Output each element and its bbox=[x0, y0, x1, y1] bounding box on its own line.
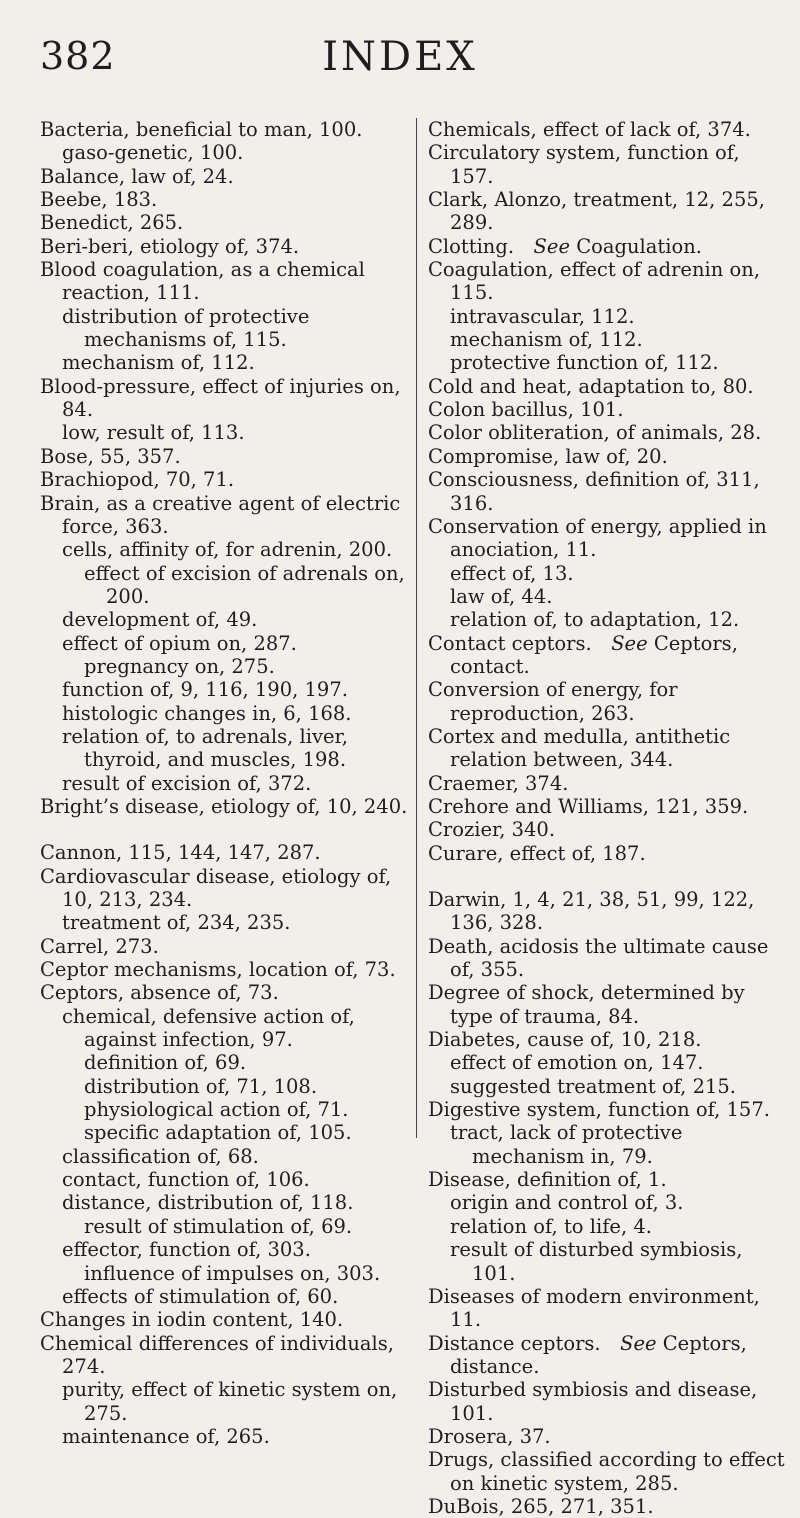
index-entry bbox=[40, 375, 410, 422]
index-entry bbox=[428, 351, 788, 374]
index-entry bbox=[40, 632, 410, 655]
index-entry-text: Cortex and medulla, antithetic relation between, 344. bbox=[428, 724, 731, 772]
index-entry-text: DuBois, 265, 271, 351. bbox=[428, 1494, 654, 1518]
index-entry-text: suggested treatment of, 215. bbox=[450, 1074, 736, 1098]
index-entry-text: histologic changes in, 6, 168. bbox=[62, 701, 352, 725]
index-entry-text: development of, 49. bbox=[62, 608, 258, 632]
index-entry-text: cells, affinity of, for adrenin, 200. bbox=[62, 538, 393, 562]
index-entry-text: Balance, law of, 24. bbox=[40, 164, 234, 188]
index-entry bbox=[40, 305, 410, 352]
index-entry bbox=[40, 165, 410, 188]
index-entry-text: Beebe, 183. bbox=[40, 188, 158, 212]
index-entry-text: Degree of shock, determined by type of trauma, 84. bbox=[428, 981, 745, 1028]
index-entry-text: Carrel, 273. bbox=[40, 934, 159, 958]
index-entry-text: law of, 44. bbox=[450, 584, 553, 608]
index-entry-text: distance, distribution of, 118. bbox=[62, 1191, 354, 1215]
index-entry-text: chemical, defensive action of, against infection, 97. bbox=[62, 1004, 355, 1052]
index-entry-text: treatment of, 234, 235. bbox=[62, 911, 291, 935]
index-entry-text: Consciousness, definition of, 311, 316. bbox=[428, 468, 760, 515]
index-entry bbox=[428, 725, 788, 772]
index-entry bbox=[428, 1121, 788, 1168]
index-entry bbox=[40, 865, 410, 912]
index-entry-text: Cold and heat, adaptation to, 80. bbox=[428, 374, 754, 398]
index-entry bbox=[40, 958, 410, 981]
index-entry bbox=[428, 888, 788, 935]
index-entry bbox=[428, 305, 788, 328]
index-entry bbox=[40, 655, 410, 678]
index-entry bbox=[40, 725, 410, 772]
index-entry bbox=[428, 818, 788, 841]
index-entry bbox=[40, 538, 410, 561]
index-entry-text: effect of, 13. bbox=[450, 561, 574, 585]
index-entry bbox=[428, 562, 788, 585]
index-entry bbox=[428, 981, 788, 1028]
index-entry-text: Color obliteration, of animals, 28. bbox=[428, 421, 762, 445]
index-entry bbox=[40, 795, 410, 818]
index-entry-text: effect of opium on, 287. bbox=[62, 631, 297, 655]
index-entry bbox=[428, 585, 788, 608]
index-entry-text: mechanism of, 112. bbox=[450, 328, 643, 352]
index-entry-text: Conversion of energy, for reproduction, 263. bbox=[428, 678, 678, 725]
index-entry-text: definition of, 69. bbox=[84, 1051, 247, 1075]
see-reference-target: Coagulation. bbox=[576, 234, 702, 258]
index-entry bbox=[40, 1168, 410, 1191]
index-entry bbox=[40, 1051, 410, 1074]
index-entry-text: Conservation of energy, applied in anociation, 11. bbox=[428, 514, 767, 562]
see-reference-label: See bbox=[611, 631, 648, 655]
index-entry bbox=[428, 1285, 788, 1332]
index-entry-text: intravascular, 112. bbox=[450, 304, 635, 328]
index-entry bbox=[40, 118, 410, 141]
index-entry bbox=[40, 188, 410, 211]
index-entry bbox=[40, 702, 410, 725]
index-entry bbox=[40, 468, 410, 491]
index-entry-text: physiological action of, 71. bbox=[84, 1098, 349, 1122]
index-entry-text: specific adaptation of, 105. bbox=[84, 1121, 352, 1145]
index-entry-text: Diseases of modern environment, 11. bbox=[428, 1284, 760, 1332]
index-entry bbox=[428, 375, 788, 398]
index-entry-text: Benedict, 265. bbox=[40, 211, 184, 235]
index-entry-text: Disease, definition of, 1. bbox=[428, 1168, 667, 1192]
index-entry bbox=[40, 1005, 410, 1052]
index-entry bbox=[428, 328, 788, 351]
index-entry-text: function of, 9, 116, 190, 197. bbox=[62, 678, 348, 702]
index-entry bbox=[428, 1168, 788, 1191]
index-entry-text: effect of emotion on, 147. bbox=[450, 1051, 704, 1075]
page-number: 382 bbox=[40, 34, 116, 78]
index-entry-text: result of stimulation of, 69. bbox=[84, 1214, 353, 1238]
index-entry-text: effector, function of, 303. bbox=[62, 1238, 311, 1262]
index-entry bbox=[40, 608, 410, 631]
index-entry bbox=[40, 1145, 410, 1168]
index-entry bbox=[40, 911, 410, 934]
index-column-right bbox=[428, 118, 788, 1518]
index-entry-text: Digestive system, function of, 157. bbox=[428, 1098, 770, 1122]
index-entry bbox=[428, 608, 788, 631]
index-entry-text: Chemicals, effect of lack of, 374. bbox=[428, 118, 751, 141]
index-entry-text: Clark, Alonzo, treatment, 12, 255, 289. bbox=[428, 188, 765, 235]
index-entry-text: relation of, to adrenals, liver, thyroid, and muscles, 198. bbox=[62, 724, 348, 772]
index-entry-text: Ceptor mechanisms, location of, 73. bbox=[40, 958, 396, 982]
index-entry bbox=[40, 935, 410, 958]
index-entry bbox=[428, 1238, 788, 1285]
index-entry-text: Circulatory system, function of, 157. bbox=[428, 141, 740, 188]
index-entry bbox=[428, 141, 788, 188]
index-entry-text: Bose, 55, 357. bbox=[40, 444, 181, 468]
index-entry-text: Diabetes, cause of, 10, 218. bbox=[428, 1028, 702, 1052]
index-entry bbox=[428, 1425, 788, 1448]
index-entry bbox=[40, 258, 410, 305]
index-entry bbox=[428, 1098, 788, 1121]
index-entry-text: Brain, as a creative agent of electric force, 363. bbox=[40, 491, 401, 538]
index-entry bbox=[40, 235, 410, 258]
index-entry bbox=[428, 235, 788, 258]
index-entry-text: Coagulation, effect of adrenin on, 115. bbox=[428, 258, 761, 305]
index-entry bbox=[428, 795, 788, 818]
index-entry bbox=[428, 1028, 788, 1051]
index-entry-text: Beri-beri, etiology of, 374. bbox=[40, 234, 300, 258]
index-entry-text: Blood coagulation, as a chemical reaction, 111. bbox=[40, 258, 365, 305]
index-entry bbox=[428, 468, 788, 515]
index-entry bbox=[40, 1262, 410, 1285]
index-entry bbox=[428, 678, 788, 725]
index-entry bbox=[40, 1075, 410, 1098]
index-entry bbox=[428, 1075, 788, 1098]
index-entry bbox=[428, 258, 788, 305]
column-divider bbox=[416, 118, 417, 1138]
see-reference-target: Ceptors, contact. bbox=[450, 631, 738, 678]
index-entry-text: protective function of, 112. bbox=[450, 351, 719, 375]
index-entry bbox=[40, 678, 410, 701]
index-entry-text: Drugs, classified according to effect on kinetic system, 285. bbox=[428, 1448, 785, 1495]
index-entry-text: pregnancy on, 275. bbox=[84, 654, 275, 678]
index-entry-text: Cardiovascular disease, etiology of, 10, 213, 234. bbox=[40, 864, 392, 911]
index-entry-text: gaso-genetic, 100. bbox=[62, 141, 244, 165]
index-entry bbox=[428, 1191, 788, 1214]
index-entry-text: Drosera, 37. bbox=[428, 1424, 551, 1448]
index-entry bbox=[428, 421, 788, 444]
index-entry bbox=[40, 1215, 410, 1238]
index-entry bbox=[428, 1051, 788, 1074]
index-entry-text: Blood-pressure, effect of injuries on, 84. bbox=[40, 374, 401, 422]
index-entry bbox=[428, 1215, 788, 1238]
index-entry bbox=[40, 1238, 410, 1261]
index-entry bbox=[40, 421, 410, 444]
see-reference-target: Ceptors, distance. bbox=[450, 1331, 747, 1378]
index-entry-text: classification of, 68. bbox=[62, 1144, 259, 1168]
index-entry-text: Craemer, 374. bbox=[428, 771, 569, 795]
index-entry-text: purity, effect of kinetic system on, 275. bbox=[62, 1378, 398, 1425]
index-entry-text: distribution of, 71, 108. bbox=[84, 1074, 318, 1098]
index-entry-text: Crehore and Williams, 121, 359. bbox=[428, 794, 749, 818]
index-entry bbox=[40, 1098, 410, 1121]
index-entry-text: maintenance of, 265. bbox=[62, 1424, 270, 1448]
index-entry bbox=[428, 935, 788, 982]
index-entry bbox=[40, 981, 410, 1004]
index-entry bbox=[40, 772, 410, 795]
index-entry-text: Darwin, 1, 4, 21, 38, 51, 99, 122, 136, 328. bbox=[428, 888, 755, 935]
index-entry bbox=[428, 1448, 788, 1495]
index-entry-text: Colon bacillus, 101. bbox=[428, 398, 624, 422]
index-entry-text: relation of, to life, 4. bbox=[450, 1214, 652, 1238]
index-entry-text: Bright’s disease, etiology of, 10, 240. bbox=[40, 794, 408, 818]
index-entry-text: effects of stimulation of, 60. bbox=[62, 1284, 339, 1308]
index-entry bbox=[40, 1425, 410, 1448]
index-entry-text: Bacteria, beneficial to man, 100. bbox=[40, 118, 363, 141]
index-entry-text: Curare, effect of, 187. bbox=[428, 841, 646, 865]
index-entry bbox=[428, 772, 788, 795]
index-entry-text: tract, lack of protective mechanism in, 79. bbox=[450, 1121, 683, 1168]
index-entry bbox=[428, 445, 788, 468]
index-entry-text: Crozier, 340. bbox=[428, 818, 556, 842]
index-entry-text: Brachiopod, 70, 71. bbox=[40, 468, 235, 492]
index-entry-text: effect of excision of adrenals on, 200. bbox=[84, 561, 405, 608]
index-entry-text: Cannon, 115, 144, 147, 287. bbox=[40, 841, 321, 865]
index-entry-text: Compromise, law of, 20. bbox=[428, 444, 668, 468]
index-entry bbox=[40, 211, 410, 234]
index-entry bbox=[40, 1285, 410, 1308]
index-entry bbox=[428, 1495, 788, 1518]
index-entry bbox=[428, 842, 788, 865]
index-entry bbox=[40, 841, 410, 864]
index-entry bbox=[40, 562, 410, 609]
see-reference-label: See bbox=[533, 234, 570, 258]
index-entry bbox=[40, 1378, 410, 1425]
index-entry-text: Chemical differences of individuals, 274. bbox=[40, 1331, 394, 1378]
index-entry-text: Contact ceptors. bbox=[428, 631, 592, 655]
index-entry-text: influence of impulses on, 303. bbox=[84, 1261, 381, 1285]
index-entry-text: origin and control of, 3. bbox=[450, 1191, 684, 1215]
index-entry bbox=[428, 515, 788, 562]
index-entry-text: Disturbed symbiosis and disease, 101. bbox=[428, 1378, 758, 1425]
index-entry bbox=[40, 1121, 410, 1144]
index-entry bbox=[428, 632, 788, 679]
index-entry-text: mechanism of, 112. bbox=[62, 351, 255, 375]
index-entry bbox=[40, 1191, 410, 1214]
see-reference-label: See bbox=[620, 1331, 657, 1355]
index-entry bbox=[40, 351, 410, 374]
index-entry-text: result of excision of, 372. bbox=[62, 771, 312, 795]
index-entry-text: relation of, to adaptation, 12. bbox=[450, 608, 740, 632]
index-entry-text: Distance ceptors. bbox=[428, 1331, 601, 1355]
index-entry-text: Ceptors, absence of, 73. bbox=[40, 981, 279, 1005]
index-entry bbox=[428, 188, 788, 235]
index-entry-text: contact, function of, 106. bbox=[62, 1168, 310, 1192]
index-entry bbox=[428, 1378, 788, 1425]
index-entry-text: low, result of, 113. bbox=[62, 421, 245, 445]
index-entry bbox=[40, 445, 410, 468]
index-entry-text: Clotting. bbox=[428, 234, 515, 258]
index-entry-text: Death, acidosis the ultimate cause of, 355. bbox=[428, 934, 769, 982]
index-entry bbox=[40, 492, 410, 539]
page-title: INDEX bbox=[322, 34, 478, 80]
index-entry bbox=[428, 1332, 788, 1379]
index-entry bbox=[428, 398, 788, 421]
index-entry bbox=[40, 1332, 410, 1379]
index-entry bbox=[40, 1308, 410, 1331]
index-column-left bbox=[40, 118, 410, 1448]
index-entry bbox=[428, 118, 788, 141]
index-entry bbox=[40, 141, 410, 164]
index-entry-text: result of disturbed symbiosis, 101. bbox=[450, 1238, 743, 1285]
index-entry-text: distribution of protective mechanisms of, 115. bbox=[62, 304, 310, 352]
index-entry-text: Changes in iodin content, 140. bbox=[40, 1308, 344, 1332]
